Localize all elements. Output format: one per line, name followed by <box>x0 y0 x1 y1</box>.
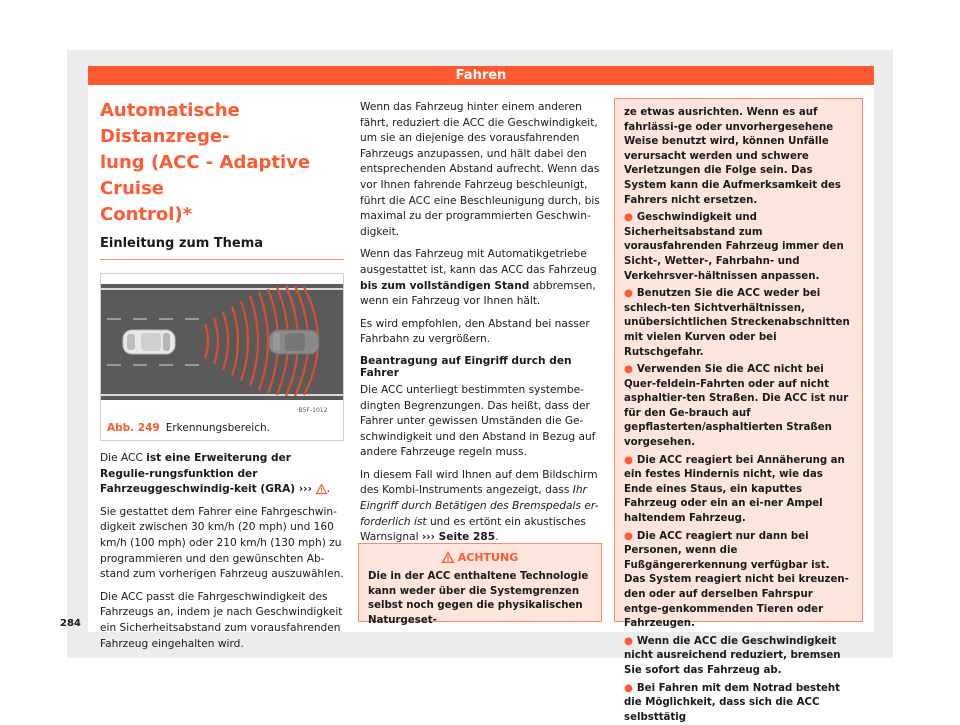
warning-heading-text: ACHTUNG <box>457 551 519 564</box>
paragraph: Sie gestattet dem Fahrer eine Fahrgeschwin-digkeit zwischen 30 km/h (20 mph) und 160 km/h (100 mph) oder 210 km/h (130 mph) zu programmieren und den gewünschten Ab-stand zum vorherigen Fahrzeug auszuwählen. <box>100 505 344 581</box>
list-item <box>624 211 853 284</box>
warning-heading <box>359 544 601 564</box>
page-link[interactable]: ››› Seite 285 <box>421 531 496 544</box>
text: bis zum vollständigen Stand <box>360 279 530 292</box>
list-item <box>624 363 853 451</box>
title-line: Automatische Distanzrege- <box>100 100 240 147</box>
list-item <box>624 287 853 360</box>
bullet-icon: ● <box>624 635 633 647</box>
figure-caption <box>101 418 343 440</box>
paragraph: Die ACC passt die Fahrgeschwindigkeit des Fahrzeugs an, indem je nach Geschwindigkeit ein Sicherheitsabstand zum vorausfahrenden Fahrzeug eingehalten wird. <box>100 590 343 650</box>
bullet-icon: ● <box>624 212 633 224</box>
text: Die ACC <box>100 452 147 464</box>
figure-caption-text: Erkennungsbereich. <box>165 422 270 434</box>
list-item <box>624 454 853 527</box>
paragraph <box>100 451 344 498</box>
bullet-icon: ● <box>624 682 633 694</box>
figure-code: B5F-1012 <box>298 407 328 414</box>
title-line: lung (ACC - Adaptive Cruise <box>100 152 311 199</box>
section-subtitle: Einleitung zum Thema <box>100 236 344 260</box>
warning-text: Die in der ACC enthaltene Technologie kann weder über die Systemgrenzen selbst noch gegen die physikalischen Naturgeset- <box>368 571 589 626</box>
acc-detection-illustration <box>101 274 343 418</box>
paragraph <box>360 247 604 309</box>
bullet-icon: ● <box>624 288 633 300</box>
list-item-text: Die ACC reagiert bei Annäherung an ein festes Hindernis nicht, wie das Ende eines Staus, ein kaputtes Fahrzeug oder ein an ei-ner Ampel haltendem Fahrzeug. <box>624 454 845 525</box>
list-item-text: Die ACC reagiert nur dann bei Personen, wenn die Fußgängererkennung verfügbar ist. Das System reagiert nicht bei kreuzen-den oder auf derselben Fahrspur entge-genkommenden Tieren oder Fahrzeugen. <box>624 530 849 630</box>
bullet-icon: ● <box>624 530 633 542</box>
text: ist eine Erweiterung der Regulie-rungsfunktion der Fahrzeuggeschwindig-keit (GRA) <box>100 452 296 496</box>
warning-icon <box>442 552 454 563</box>
title-line: Control)* <box>100 204 193 225</box>
list-item-text: Geschwindigkeit und Sicherheitsabstand zum vorausfahrenden Fahrzeug immer den Sicht-, Wetter-, Fahrbahn- und Verkehrsver-hältnissen anpassen. <box>624 212 844 282</box>
middle-column <box>360 100 604 553</box>
figure <box>100 273 344 441</box>
warning-box <box>358 543 602 626</box>
paragraph: Es wird empfohlen, den Abstand bei nasser Fahrbahn zu vergrößern. <box>360 317 590 346</box>
text: . <box>326 483 330 496</box>
warning-icon <box>316 484 327 494</box>
text: Wenn das Fahrzeug mit Automatikgetriebe ausgestattet ist, kann das ACC das Fahrzeug <box>360 248 597 276</box>
page-title <box>100 98 344 228</box>
cross-ref-arrow[interactable]: ››› <box>295 483 316 496</box>
page-number: 284 <box>60 618 81 629</box>
list-item-text: Wenn die ACC die Geschwindigkeit nicht ausreichend reduziert, bremsen Sie sofort das Fahrzeug ab. <box>624 635 841 676</box>
text: . <box>495 531 499 544</box>
car-icon <box>123 330 175 354</box>
left-column <box>100 98 344 659</box>
list-item <box>624 682 853 725</box>
list-item-text: Verwenden Sie die ACC nicht bei Quer-feldein-Fahrten oder auf nicht asphaltier-ten Straßen. Die ACC ist nur für den Ge-brauch auf gepflasterten/asphaltierten Straßen vorgesehen. <box>624 364 849 449</box>
figure-label: Abb. 249 <box>107 422 160 434</box>
text: In diesem Fall wird Ihnen auf dem Bildschirm des Kombi-Instruments angezeigt, dass <box>360 468 598 497</box>
paragraph: Die ACC unterliegt bestimmten systembe-dingten Begrenzungen. Das heißt, dass der Fahrer unter gewissen Umständen die Ge-schwindigkeit und den Abstand in Bezug auf andere Fahrzeuge regeln muss. <box>360 383 596 459</box>
paragraph: Wenn das Fahrzeug hinter einem anderen fährt, reduziert die ACC die Geschwindigkeit, um sie an diejenige des vorausfahrenden Fahrzeugs anzupassen, und hält dabei den entsprechenden Abstand aufrecht. Wenn das vor Ihnen fahrende Fahrzeug beschleunigt, führt die ACC eine Beschleunigung durch, bis maximal zu der programmierten Geschwin-digkeit. <box>360 101 600 238</box>
bullet-icon: ● <box>624 364 633 376</box>
list-item <box>624 635 853 679</box>
paragraph <box>360 468 604 546</box>
subheading: Beantragung auf Eingriff durch den Fahrer <box>360 354 572 379</box>
bullet-icon: ● <box>624 454 633 466</box>
car-icon <box>269 330 319 354</box>
warning-intro: ze etwas ausrichten. Wenn es auf fahrlässi-ge oder unvorhergesehene Weise benutzt wird, können Unfälle verursacht werden und schwere Verletzungen die Folge sein. Das System kann die Aufmerksamkeit des Fahrers nicht ersetzen. <box>624 107 841 206</box>
text: abbremsen, wenn ein Fahrzeug vor Ihnen hält. <box>360 279 596 308</box>
section-header: Fahren <box>88 66 874 85</box>
text: und es ertönt ein akustisches Warnsignal <box>360 515 586 544</box>
list-item-text: Benutzen Sie die ACC weder bei schlech-ten Sichtverhältnissen, unübersichtlichen Streckenabschnitten mit vielen Kurven oder bei Rutschgefahr. <box>624 288 850 358</box>
warning-continuation-box <box>614 98 863 723</box>
text: Ihr Eingriff durch Betätigen des Bremspedals er-forderlich ist <box>360 484 599 528</box>
list-item-text: Bei Fahren mit dem Notrad besteht die Möglichkeit, dass sich die ACC selbsttätig <box>624 682 841 723</box>
list-item <box>624 530 853 632</box>
